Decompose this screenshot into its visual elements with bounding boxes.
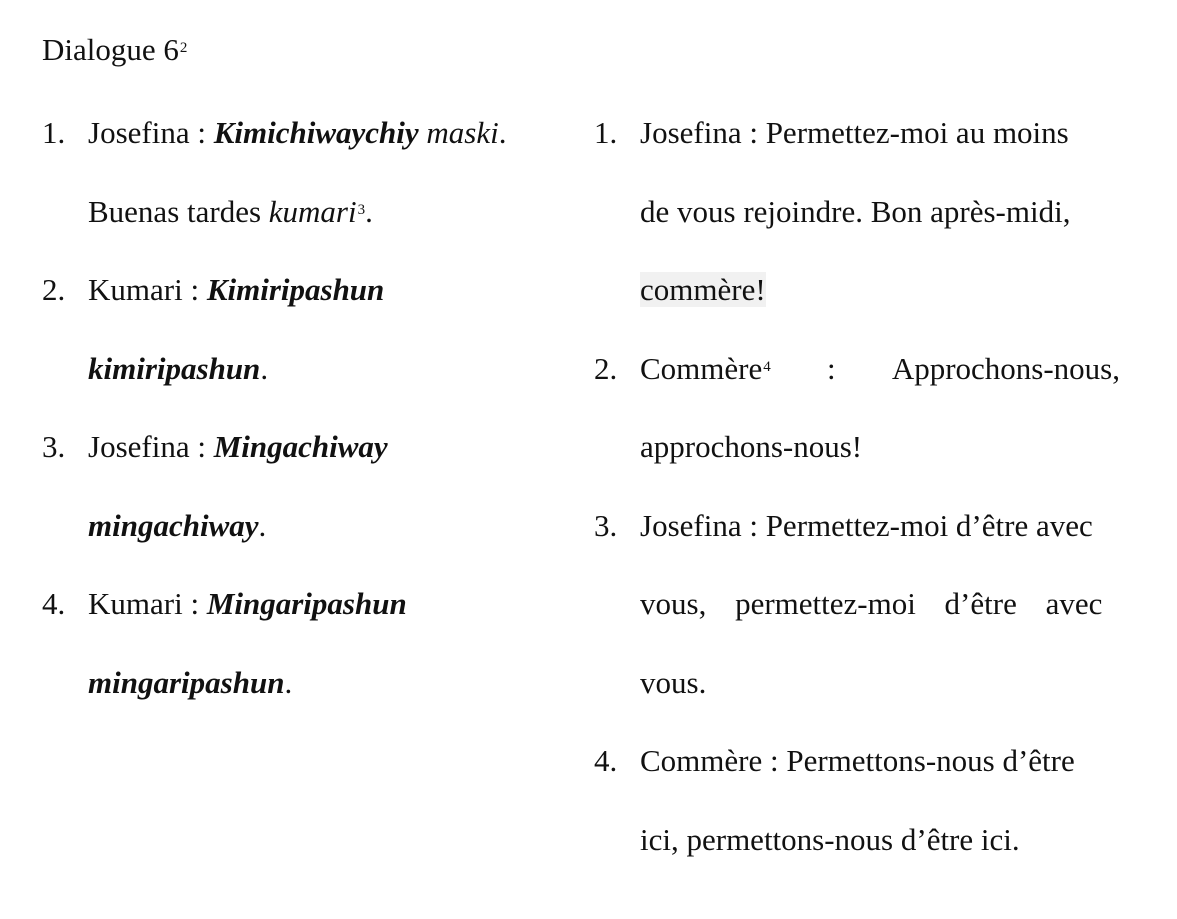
line-2: de vous rejoindre. Bon après-midi,: [640, 193, 1071, 229]
quechua-phrase: mingaripashun: [88, 664, 285, 700]
quechua-line-2: [42, 251, 562, 408]
quechua-phrase: mingachiway: [88, 507, 259, 543]
item-number: 1.: [42, 115, 66, 150]
speaker: Josefina :: [88, 429, 206, 464]
quechua-phrase: Kimiripashun: [206, 272, 385, 307]
french-line-2: [594, 330, 1120, 487]
colon: :: [826, 350, 836, 386]
quechua-line-3: [42, 408, 562, 565]
punctuation: .: [365, 193, 373, 229]
item-number: 4.: [42, 586, 66, 621]
quechua-line-4: [42, 565, 562, 722]
line-1: Josefina : Permettez-moi d’être avec: [640, 507, 1093, 543]
speaker: Kumari :: [88, 586, 200, 621]
speaker-name: Commère: [640, 350, 763, 386]
item-number: 3.: [594, 507, 618, 543]
line-1: [88, 94, 562, 173]
title-footnote-ref: 2: [179, 40, 188, 56]
quechua-column: [42, 94, 562, 722]
punctuation: .: [258, 507, 267, 543]
line-2: [88, 644, 562, 723]
speaker: [640, 330, 771, 409]
punctuation: .: [498, 115, 507, 150]
french-line-4: [594, 722, 1120, 879]
line-1: [640, 330, 1120, 409]
phrase: Approchons-nous,: [891, 350, 1120, 386]
speaker: Josefina :: [88, 115, 206, 150]
line-1: Josefina : Permettez-moi au moins: [640, 115, 1069, 150]
punctuation: .: [284, 664, 293, 700]
line-1: [88, 408, 562, 487]
line-2: approchons-nous!: [640, 429, 863, 464]
line-2: [88, 173, 562, 252]
page-title: [42, 30, 187, 70]
quechua-line-1: [42, 94, 562, 251]
quechua-phrase: Mingachiway: [213, 429, 388, 464]
speaker: Kumari :: [88, 272, 200, 307]
item-number: 3.: [42, 429, 66, 464]
line-1: [88, 251, 562, 330]
footnote-ref: 3: [357, 201, 366, 218]
line-3: [640, 251, 1120, 330]
italic-word: maski: [426, 115, 499, 150]
punctuation: .: [260, 350, 269, 386]
line-2: ici, permettons-nous d’être ici.: [640, 821, 1020, 857]
line-1: Commère : Permettons-nous d’être: [640, 743, 1075, 778]
french-column: [594, 94, 1120, 879]
footnote-ref: 4: [763, 358, 771, 375]
french-line-1: [594, 94, 1120, 330]
item-number: 1.: [594, 115, 618, 150]
item-number: 4.: [594, 743, 618, 778]
line-2: [88, 487, 562, 566]
spanish-greeting: Buenas tardes: [88, 193, 262, 229]
line-3: vous.: [640, 664, 707, 700]
line-2: [88, 330, 562, 409]
title-text: Dialogue 6: [42, 32, 179, 67]
quechua-phrase: kimiripashun: [88, 350, 261, 386]
quechua-phrase: Kimichiwaychiy: [213, 115, 419, 150]
italic-word: kumari: [268, 193, 357, 229]
line-1: [88, 565, 562, 644]
item-number: 2.: [42, 272, 66, 307]
highlighted-word: commère!: [640, 272, 766, 307]
quechua-phrase: Mingaripashun: [206, 586, 407, 621]
item-number: 2.: [594, 350, 618, 386]
french-line-3: [594, 487, 1120, 723]
line-2: vous, permettez-moi d’être avec: [640, 586, 1103, 621]
